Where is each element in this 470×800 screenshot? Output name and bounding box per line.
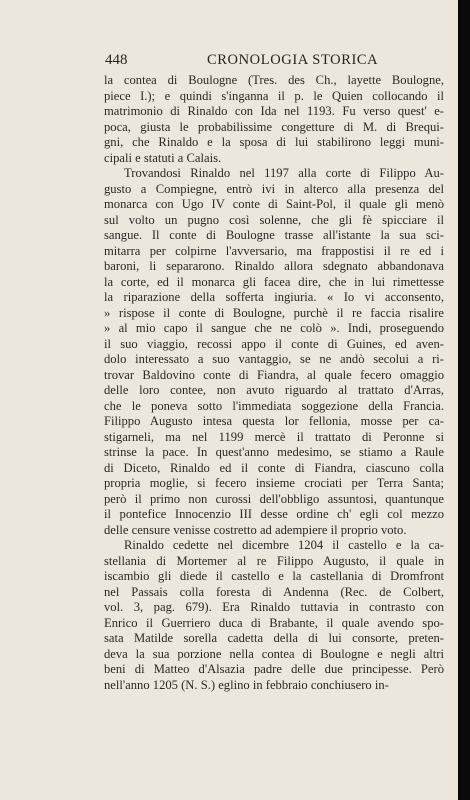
text-line: piece I.); e quindi s'inganna il p. le Quien collocando il	[104, 88, 444, 103]
text-line: Rinaldo cedette nel dicembre 1204 il castello e la ca-	[124, 538, 444, 552]
text-line: Enrico il Guerriero duca di Brabante, il quale avendo spo-	[104, 615, 444, 630]
text-line: il pontefice Innocenzio III desse ordine ch' egli col mezzo	[104, 507, 444, 521]
text-line: di Diceto, Rinaldo ed il conte di Fiandra, ciascuno colla	[104, 460, 444, 475]
page-header	[105, 52, 445, 72]
body-text	[104, 73, 444, 693]
text-line: poca, giusta le probabilissime congetture di M. di Brequi-	[104, 119, 444, 134]
text-line: delle loro contee, non avuto riguardo al trattato d'Arras,	[104, 383, 444, 397]
text-line: » al mio capo il sangue che ne colò ». Indi, proseguendo	[104, 321, 444, 335]
paragraph	[104, 73, 444, 166]
text-line: baroni, li separarono. Rinaldo allora sdegnato abbandonava	[104, 259, 444, 273]
text-line: la contea di Boulogne (Tres. des Ch., layette Boulogne,	[104, 73, 444, 87]
running-head: CRONOLOGIA STORICA	[207, 52, 379, 68]
text-line: vol. 3, pag. 679). Era Rinaldo tuttavia in contrasto con	[104, 600, 444, 614]
text-line: gusto a Compiegne, entrò ivi in alterco alla presenza del	[104, 181, 444, 196]
text-line: trovar Baldovino conte di Fiandra, al quale fecero omaggio	[104, 367, 444, 382]
text-line: iscambio gli diede il castello e la castellania di Dromfront	[104, 569, 444, 583]
text-line: però il primo non curossi dell'obbligo assuntosi, quantunque	[104, 491, 444, 506]
text-line: deva la sua porzione nella contea di Boulogne e negli altri	[104, 646, 444, 661]
text-line: delle censure venisse costretto ad adempiere il proprio voto.	[104, 522, 407, 537]
text-line: Filippo Augusto intesa questa lor fellonia, mosse per ca-	[104, 414, 444, 428]
text-line: sangue. Il conte di Boulogne trasse all'istante la sua sci-	[104, 228, 444, 242]
text-line: matrimonio di Rinaldo con Ida nel 1193. Fu verso quest' e-	[104, 104, 444, 118]
text-line: nell'anno 1205 (N. S.) eglino in febbraio conchiusero in-	[104, 677, 389, 692]
text-line: strinse la pace. In quest'anno medesimo, se stiamo a Raule	[104, 445, 444, 459]
text-line: beni di Matteo d'Alsazia padre delle due principesse. Però	[104, 662, 444, 676]
text-line: mitarra per colpirne l'avversario, ma frappostisi il re ed i	[104, 243, 444, 258]
text-line: stellania di Mortemer al re Filippo Augusto, il quale in	[104, 553, 444, 568]
text-line: stigarneli, ma nel 1199 mercè il trattato di Peronne si	[104, 429, 444, 444]
text-line: cipali e statuti a Calais.	[104, 150, 222, 165]
page-number: 448	[105, 52, 128, 68]
text-line: gni, che Rinaldo e la sposa di lui stabilirono leggi muni-	[104, 135, 444, 149]
text-line: la corte, ed il monarca gli facea dire, che in lui rimettesse	[104, 274, 444, 289]
text-line: dolo interessato a suo vantaggio, se ne andò secolui a ri-	[104, 352, 444, 366]
text-line: sul volto un pugno così solenne, che gli fè spicciare il	[104, 212, 444, 227]
text-line: » rispose il conte di Boulogne, purchè il re faccia risalire	[104, 305, 444, 320]
text-line: sata Matilde sorella cadetta della di lui consorte, preten-	[104, 631, 444, 645]
paragraph	[104, 166, 444, 538]
text-line: Trovandosi Rinaldo nel 1197 alla corte di Filippo Au-	[124, 166, 444, 180]
text-line: propria moglie, si fecero insieme crociati per Terra Santa;	[104, 476, 444, 490]
paragraph	[104, 538, 444, 693]
scan-edge	[458, 0, 470, 800]
text-line: nel Passais colla foresta di Andenna (Rec. de Colbert,	[104, 584, 444, 599]
text-line: il suo viaggio, recossi appo il conte di Guines, ed aven-	[104, 336, 444, 351]
text-line: monarca con Ugo IV conte di Saint-Pol, il quale gli menò	[104, 197, 444, 211]
text-line: che le poneva sotto l'immediata soggezione della Francia.	[104, 398, 444, 413]
text-line: la riparazione della sofferta ingiuria. « Io vi acconsento,	[104, 290, 444, 304]
